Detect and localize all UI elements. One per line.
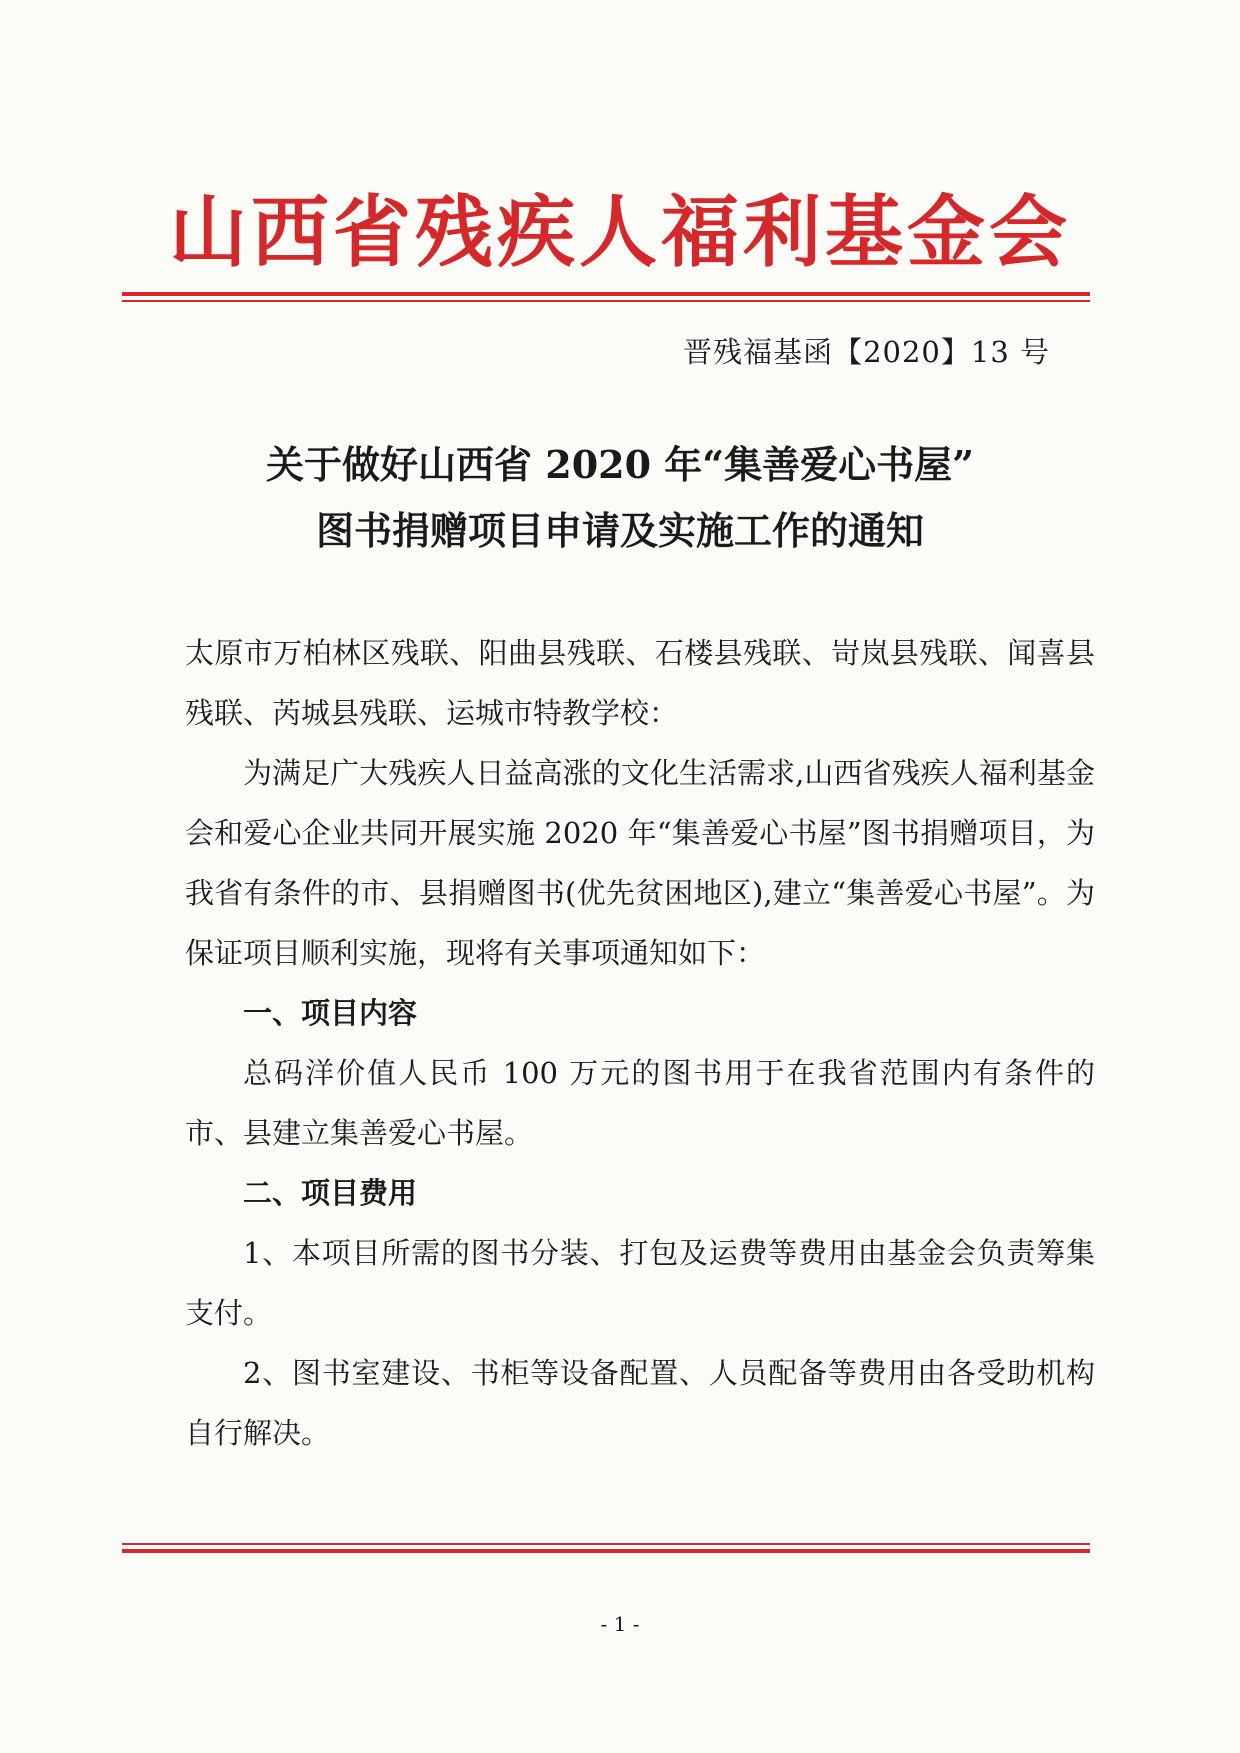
section-2-paragraph-2: 2、图书室建设、书柜等设备配置、人员配备等费用由各受助机构自行解决。 <box>185 1356 1095 1450</box>
intro-paragraph: 为满足广大残疾人日益高涨的文化生活需求,山西省残疾人福利基金会和爱心企业共同开展实施 2020 年“集善爱心书屋”图书捐赠项目，为我省有条件的市、县捐赠图书(优先贫困地区),建立“集善爱心书屋”。为保证项目顺利实施，现将有关事项通知如下： <box>185 756 1095 970</box>
letterhead-title: 山西省残疾人福利基金会 <box>168 187 1071 278</box>
letterhead-divider <box>122 292 1090 302</box>
title-line-2: 图书捐赠项目申请及实施工作的通知 <box>315 508 924 553</box>
section-heading-1: 一、项目内容 <box>243 996 418 1030</box>
document-title <box>0 432 1240 564</box>
section-2-paragraph-1: 1、本项目所需的图书分装、打包及运费等费用由基金会负责筹集支付。 <box>185 1236 1095 1330</box>
section-1-paragraph: 总码洋价值人民币 100 万元的图书用于在我省范围内有条件的市、县建立集善爱心书屋。 <box>185 1056 1095 1150</box>
page-number: - 1 - <box>600 1612 640 1636</box>
section-heading-2: 二、项目费用 <box>243 1176 418 1210</box>
title-line-1: 关于做好山西省 2020 年“集善爱心书屋” <box>266 442 974 487</box>
document-number: 晋残福基函【2020】13 号 <box>683 335 1050 369</box>
addressees: 太原市万柏林区残联、阳曲县残联、石楼县残联、岢岚县残联、闻喜县残联、芮城县残联、运城市特教学校： <box>185 636 1095 730</box>
document-body <box>185 623 1095 1463</box>
footer-divider <box>122 1543 1090 1553</box>
